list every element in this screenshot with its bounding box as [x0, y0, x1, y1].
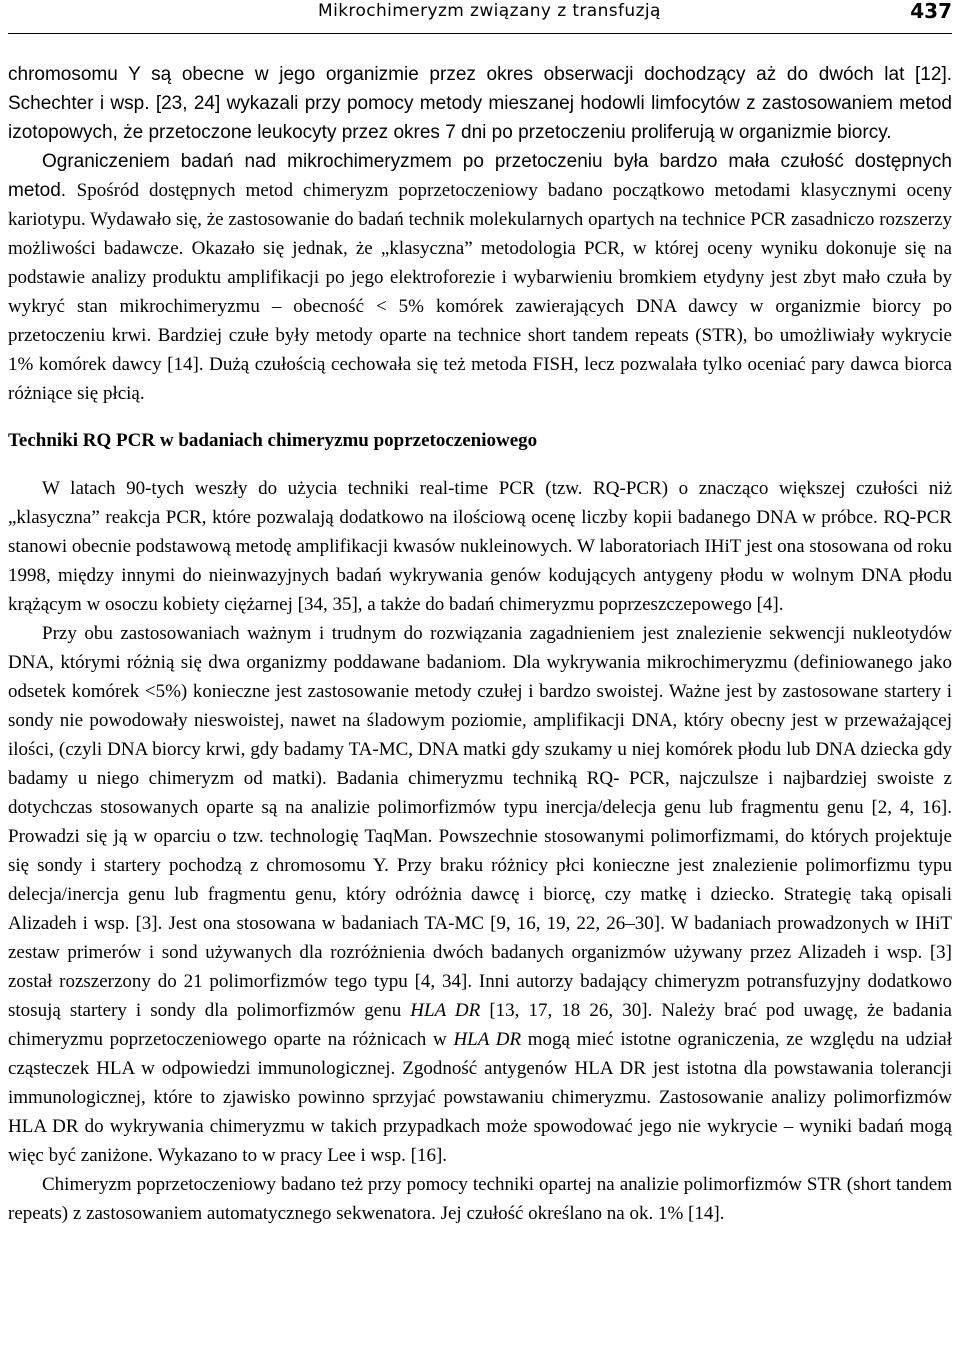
paragraph-str: [8, 1170, 952, 1228]
text-segment: W latach 90-tych weszły do użycia techniki real-time PCR (tzw. RQ-PCR) o znacząco większej czułości niż „klasyczna” reakcja PCR, które pozwalają dodatkowo na ilościową ocenę liczby kopii badanego DNA w próbce. RQ-PCR stanowi obecnie podstawową metodę amplifikacji kwasów nukleinowych. W laboratoriach IHiT jest ona stosowana od roku 1998, między innymi do nieinwazyjnych badań wykrywania genów kodujących antygeny płodu w wolnym DNA płodu krążącym w osoczu kobiety ciężarnej [34, 35], a także do badań chimeryzmu poprzeszczepowego [4].: [8, 478, 952, 615]
section-heading: Techniki RQ PCR w badaniach chimeryzmu poprzetoczeniowego: [8, 430, 538, 451]
paragraph-rq-pcr-intro: [8, 474, 952, 619]
text-segment: Spośród dostępnych metod chimeryzm poprzetoczeniowy badano początkowo metodami klasycznymi oceny kariotypu. Wydawało się, że zastosowanie do badań technik molekularnych opartych na technice PCR zasadniczo rozszerzy możliwości badawcze. Okazało się jednak, że „klasyczna” metodologia PCR, w której oceny wyniku dokonuje się na podstawie analizy produktu amplifikacji po jego elektroforezie i wybarwieniu bromkiem etydyny jest zbyt mało czuła by wykryć stan mikrochimeryzmu – obecność < 5% komórek zawierających DNA dawcy w organizmie biorcy po przetoczeniu krwi. Bardziej czułe były metody oparte na technice short tandem repeats (STR), bo umożliwiały wykrycie 1% komórek dawcy [14]. Dużą czułością cechowała się też metoda FISH, lecz pozwalała tylko oceniać pary dawca biorca różniące się płcią.: [8, 180, 952, 404]
text-segment: Przy obu zastosowaniach ważnym i trudnym do rozwiązania zagadnieniem jest znalezienie sekwencji nukleotydów DNA, którymi różnią się dwa organizmy poddawane badaniom. Dla wykrywania mikrochimeryzmu (definiowanego jako odsetek komórek <5%) konieczne jest zastosowanie metody czułej i bardzo swoistej. Ważne jest by zastosowane startery i sondy nie powodowały nieswoistej, nawet na śladowym poziomie, amplifikacji DNA, który obecny jest w przeważającej ilości, (czyli DNA biorcy krwi, gdy badamy TA-MC, DNA matki gdy szukamy u niej komórek płodu lub DNA dziecka gdy badamy u niego chimeryzm od matki). Badania chimeryzmu techniką RQ- PCR, najczulsze i najbardziej swoiste z dotychczas stosowanych oparte są na analizie polimorfizmów typu inercja/delecja genu lub fragmentu genu [2, 4, 16]. Prowadzi się ją w oparciu o tzw. technologię TaqMan. Powszechnie stosowanymi polimorfizmami, do których projektuje się sondy i startery pochodzą z chromosomu Y. Przy braku różnicy płci konieczne jest znalezienie polimorfizmu typu delecja/inercja genu lub fragmentu genu, który odróżnia dawcę i biorcę, czy matkę i dziecko. Strategię taką opisali Alizadeh i wsp. [3]. Jest ona stosowana w badaniach TA-MC [9, 16, 19, 22, 26–30]. W badaniach prowadzonych w IHiT zestaw primerów i sond używanych dla rozróżnienia dwóch badanych organizmów używany przez Alizadeh i wsp. [3] został rozszerzony do 21 polimorfizmów tego typu [4, 34]. Inni autorzy badający chimeryzm potransfuzyjny dodatkowo stosują startery i sondy dla polimorfizmów genu: [8, 623, 952, 1021]
header-rule: [8, 33, 952, 34]
article-body: [8, 60, 952, 1228]
text-segment: Chimeryzm poprzetoczeniowy badano też przy pomocy techniki opartej na analizie polimorfizmów STR (short tandem repeats) z zastosowaniem automatycznego sekwenatora. Jej czułość określano na ok. 1% [14].: [8, 1174, 952, 1224]
text-segment-italic: HLA DR: [410, 1000, 481, 1021]
running-header: [0, 0, 960, 34]
text-segment: mogą mieć istotne ograniczenia, ze względu na udział cząsteczek HLA w odpowiedzi immunologicznej. Zgodność antygenów HLA DR jest istotna dla powstawania tolerancji immunologicznej, które to zjawisko powinno sprzyjać powstawaniu chimeryzmu. Zastosowanie analizy polimorfizmów HLA DR do wykrywania chimeryzmu w takich przypadkach może spowodować jego nie wykrycie – wyniki badań mogą więc być zaniżone. Wykazano to w pracy Lee i wsp. [16].: [8, 1029, 952, 1166]
paragraph-polymorphisms: [8, 619, 952, 1170]
text-segment: chromosomu Y są obecne w jego organizmie przez okres obserwacji dochodzący aż do dwóch lat [12]. Schechter i wsp. [23, 24] wykazali przy pomocy metody mieszanej hodowli limfocytów z zastosowaniem metod izotopowych, że przetoczone leukocyty przez okres 7 dni po przetoczeniu proliferują w organizmie biorcy.: [8, 64, 952, 143]
running-title: Mikrochimeryzm związany z transfuzją: [318, 1, 661, 21]
paragraph-intro-continuation: [8, 60, 952, 147]
paragraph-limitations: [8, 147, 952, 408]
page-number: 437: [910, 0, 952, 23]
text-segment: Ograniczeniem badań nad mikrochimeryzmem po przetoczeniu była bardzo mała czułość dostępnych metod.: [8, 151, 952, 201]
text-segment-italic: HLA DR: [453, 1029, 522, 1050]
text-segment: [13, 17, 18 26, 30]. Należy brać pod uwagę, że badania chimeryzmu poprzetoczeniowego oparte na różnicach w: [8, 1000, 952, 1050]
